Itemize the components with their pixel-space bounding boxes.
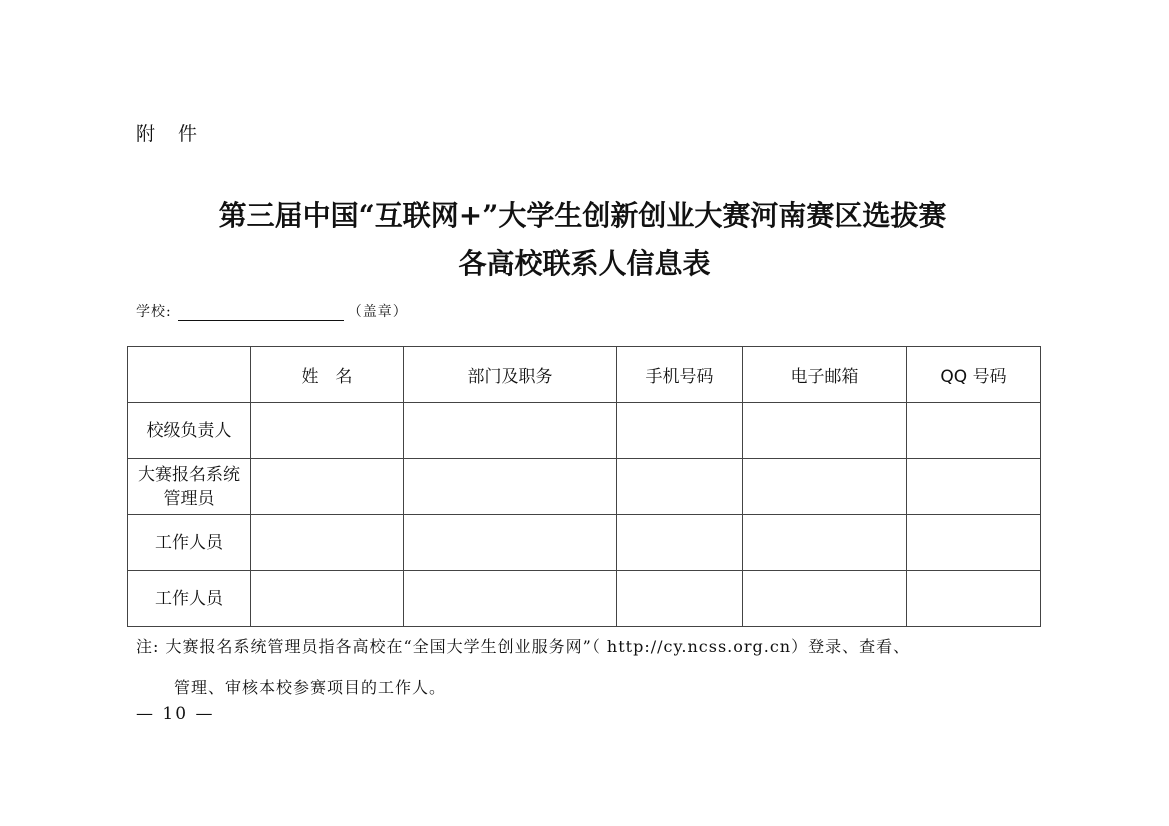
cell-qq	[907, 459, 1041, 515]
document-title-line-1: 第三届中国“互联网+”大学生创新创业大赛河南赛区选拔赛	[218, 199, 947, 232]
row-label-line-2: 管理员	[163, 488, 215, 509]
header-cell-department: 部门及职务	[404, 347, 617, 403]
cell-department	[404, 403, 617, 459]
header-cell-qq: QQ 号码	[907, 347, 1041, 403]
cell-phone	[617, 571, 743, 627]
school-blank-line	[178, 304, 344, 321]
school-label: 学校:	[136, 304, 172, 320]
page-number: — 10 —	[136, 704, 215, 724]
cell-qq	[907, 403, 1041, 459]
cell-name	[251, 403, 404, 459]
header-cell-name: 姓 名	[251, 347, 404, 403]
row-label-school-head: 校级负责人	[128, 403, 251, 459]
row-label-system-admin	[128, 459, 251, 515]
cell-email	[743, 403, 907, 459]
header-cell-corner	[128, 347, 251, 403]
cell-qq	[907, 515, 1041, 571]
cell-name	[251, 515, 404, 571]
attachment-label: 附 件	[136, 123, 200, 145]
cell-department	[404, 459, 617, 515]
row-label-staff: 工作人员	[128, 515, 251, 571]
cell-qq	[907, 571, 1041, 627]
cell-phone	[617, 459, 743, 515]
table-row	[128, 515, 1041, 571]
seal-note: （盖章）	[347, 304, 408, 320]
school-field	[136, 301, 408, 321]
table-row	[128, 459, 1041, 515]
table-row	[128, 403, 1041, 459]
cell-department	[404, 571, 617, 627]
document-title-line-2: 各高校联系人信息表	[458, 247, 711, 280]
cell-name	[251, 459, 404, 515]
row-label-line-1: 大赛报名系统	[138, 464, 240, 485]
table-header-row	[128, 347, 1041, 403]
header-cell-email: 电子邮箱	[743, 347, 907, 403]
cell-phone	[617, 403, 743, 459]
table-row	[128, 571, 1041, 627]
cell-email	[743, 459, 907, 515]
footnote-line-2: 管理、审核本校参赛项目的工作人。	[174, 678, 447, 697]
row-label-staff: 工作人员	[128, 571, 251, 627]
footnote-line-1: 注: 大赛报名系统管理员指各高校在“全国大学生创业服务网”（ http://cy.ncss.org.cn）登录、查看、	[136, 637, 911, 656]
cell-department	[404, 515, 617, 571]
cell-name	[251, 571, 404, 627]
cell-phone	[617, 515, 743, 571]
cell-email	[743, 571, 907, 627]
contact-info-table	[127, 346, 1041, 627]
header-cell-phone: 手机号码	[617, 347, 743, 403]
cell-email	[743, 515, 907, 571]
